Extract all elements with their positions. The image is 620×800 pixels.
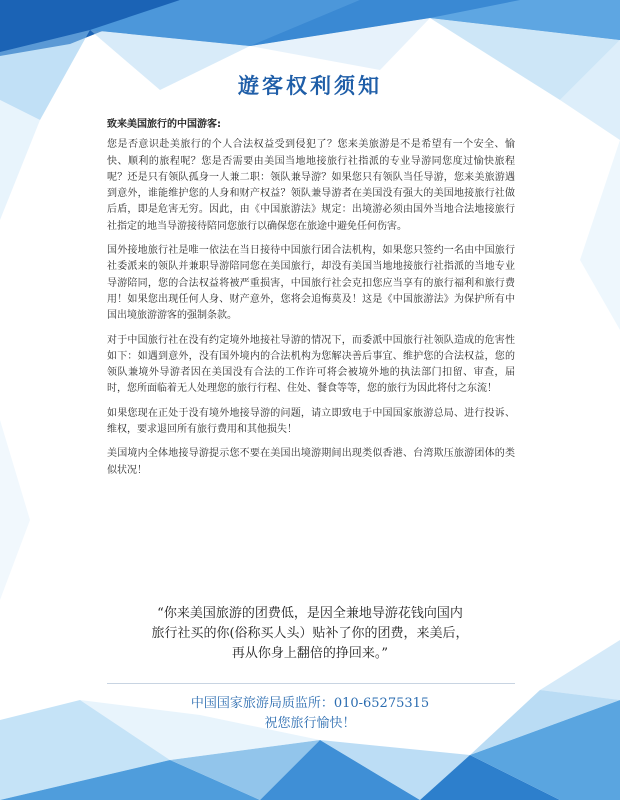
paragraph: 如果您现在正处于没有境外地接导游的问题，请立即致电于中国国家旅游总局、进行投诉、维权，要求退回所有旅行费用和其他损失！ <box>107 407 515 436</box>
notice-body <box>107 117 515 487</box>
paragraph: 您是否意识赴美旅行的个人合法权益受到侵犯了？您来美旅游是不是希望有一个安全、愉快、顺利的旅程呢？您是否需要由美国当地地接旅行社指派的专业导游同您度过愉快旅程呢？还是只有领队孤身一人兼二职：领队兼导游？如果您只有领队当任导游，您来美旅游遇到意外，谁能维护您的人身和财产权益？领队兼导游者在美国没有强大的美国地接旅行社做后盾，即是危害无穷。因此，由《中国旅游法》规定：出境游必须由国外当地合法地接旅行社指定的地当导游接待陪同您旅行以确保您在旅途中避免任何伤害。 <box>107 139 515 232</box>
paragraph: 国外接地旅行社是唯一依法在当日接待中国旅行团合法机构，如果您只签约一名由中国旅行社委派来的领队并兼职导游陪同您在美国旅行，却没有美国当地地接旅行社指派的当地专业导游陪同，您的合法权益将被严重损害，中国旅行社会克扣您应当享有的旅行福利和旅行费用！如果您出现任何人身、财产意外，您将会追悔莫及！这是《中国旅游法》为保护所有中国出境旅游游客的强制条款。 <box>107 245 515 322</box>
quote-block <box>100 604 520 664</box>
footer <box>0 694 620 734</box>
quote-line: “你来美国旅游的团费低，是因全兼地导游花钱向国内 <box>157 606 463 621</box>
divider <box>107 683 515 684</box>
quote-line: 旅行社买的你(俗称买人头）贴补了你的团费，来美后， <box>151 626 469 641</box>
paragraph: 美国境内全体地接导游提示您不要在美国出境游期间出现类似香港、台湾欺压旅游团体的类似状况！ <box>107 448 515 476</box>
paragraph: 对于中国旅行社在没有约定境外地接社导游的情况下，而委派中国旅行社领队造成的危害性如下：如遇到意外，没有国外境内的合法机构为您解决善后事宜、维护您的合法权益，您的领队兼境外导游者因在美国没有合法的工作许可将会被境外地的执法部门扣留、审查，届时，您所面临着无人处理您的旅行行程、住处、餐食等等，您的旅行为因此将付之东流！ <box>107 334 515 395</box>
quote-line: 再从你身上翻倍的挣回来。” <box>231 646 389 661</box>
page-title: 遊客权利须知 <box>238 73 382 98</box>
hotline: 中国国家旅游局质监所：010-65275315 <box>190 696 430 711</box>
greeting: 致来美国旅行的中国游客: <box>107 119 221 130</box>
closing-wish: 祝您旅行愉快！ <box>264 716 356 731</box>
